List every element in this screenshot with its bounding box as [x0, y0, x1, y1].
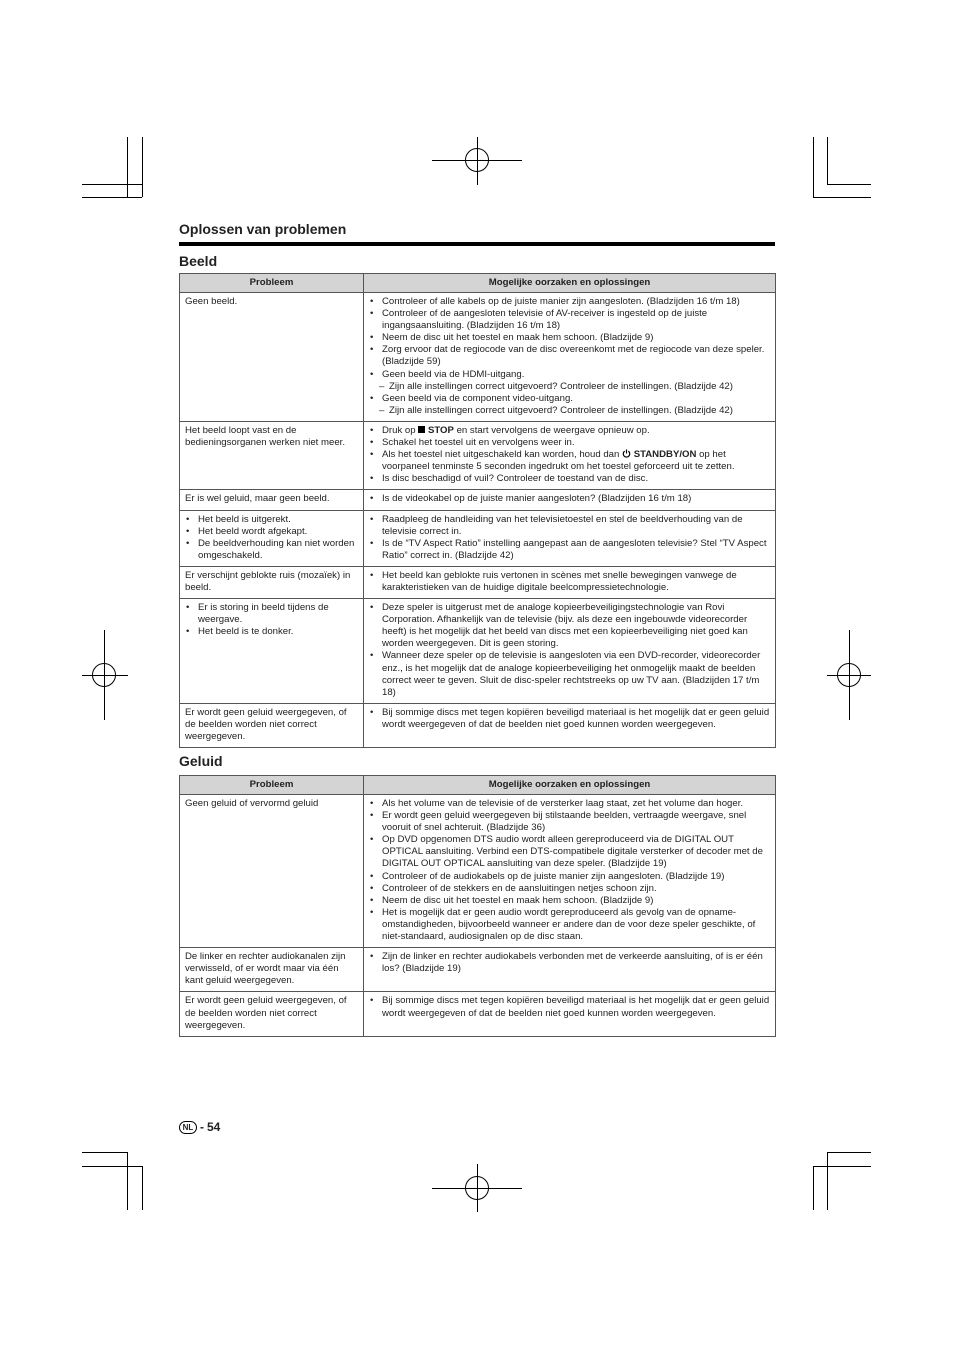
- problem-cell: [180, 599, 364, 704]
- list-item: • Schakel het toestel uit en vervolgens weer in.: [369, 437, 770, 449]
- list-item: • Is de “TV Aspect Ratio” instelling aangepast aan de aangesloten televisie? Stel “TV Aspect Ratio” correct in. (Bladzijde 42): [369, 538, 770, 562]
- page-separator: -: [200, 1120, 204, 1134]
- list-text: op het voorpaneel tenminste 5 seconden ingedrukt om het toestel geforceerd uit te zetten.: [382, 449, 735, 473]
- table-row: [180, 703, 776, 747]
- problem-cell: De linker en rechter audiokanalen zijn verwisseld, of er wordt maar via één kant geluid weergegeven.: [180, 948, 364, 992]
- list-item: • Het beeld is te donker.: [185, 626, 358, 638]
- table-row: [180, 599, 776, 704]
- table-row: [180, 293, 776, 422]
- table-row: [180, 490, 776, 510]
- list-item: • Geen beeld via de component video-uitgang.: [369, 393, 770, 405]
- stop-icon: [418, 426, 425, 433]
- table-row: [180, 510, 776, 566]
- list-item: • Controleer of de audiokabels op de juiste manier zijn aangesloten. (Bladzijde 19): [369, 871, 770, 883]
- list-item: • Raadpleeg de handleiding van het televisietoestel en stel de beeldverhouding van de televisie correct in.: [369, 514, 770, 538]
- heading-rule: [179, 242, 775, 246]
- table-header-row: [180, 776, 776, 795]
- solution-cell: [364, 510, 776, 566]
- list-item: • Bij sommige discs met tegen kopiëren beveiligd materiaal is het mogelijk dat er geen geluid wordt weergegeven of dat de beelden niet goed kunnen worden weergegeven.: [369, 995, 770, 1019]
- solution-cell: [364, 795, 776, 948]
- list-item: • Controleer of de stekkers en de aansluitingen netjes schoon zijn.: [369, 883, 770, 895]
- problem-cell: Geen geluid of vervormd geluid: [180, 795, 364, 948]
- solution-cell: [364, 490, 776, 510]
- column-header-solutions: Mogelijke oorzaken en oplossingen: [364, 274, 776, 293]
- solution-cell: [364, 566, 776, 598]
- table-header-row: [180, 274, 776, 293]
- section-title-geluid: Geluid: [179, 753, 223, 769]
- page-title: Oplossen van problemen: [179, 221, 347, 237]
- table-row: [180, 992, 776, 1036]
- table-row: [180, 566, 776, 598]
- list-item: [369, 449, 770, 473]
- solution-cell: [364, 599, 776, 704]
- table-row: [180, 948, 776, 992]
- list-item: • Controleer of de aangesloten televisie of AV-receiver is ingesteld op de juiste ingangsaansluiting. (Bladzijden 16 t/m 18): [369, 308, 770, 332]
- list-text: en start vervolgens de weergave opnieuw op.: [456, 424, 650, 436]
- column-header-solutions: Mogelijke oorzaken en oplossingen: [364, 776, 776, 795]
- geluid-table: [179, 775, 776, 1037]
- list-item: • Is disc beschadigd of vuil? Controleer de toestand van de disc.: [369, 473, 770, 485]
- list-item: • Het beeld wordt afgekapt.: [185, 526, 358, 538]
- problem-cell: Er wordt geen geluid weergegeven, of de beelden worden niet correct weergegeven.: [180, 992, 364, 1036]
- list-item: • De beeldverhouding kan niet worden omgeschakeld.: [185, 538, 358, 562]
- standby-label: STANDBY/ON: [633, 449, 697, 461]
- column-header-problem: Probleem: [180, 776, 364, 795]
- list-item: • Neem de disc uit het toestel en maak hem schoon. (Bladzijde 9): [369, 332, 770, 344]
- list-item: • Zorg ervoor dat de regiocode van de disc overeenkomt met de regiocode van deze speler. (Bladzijde 59): [369, 344, 770, 368]
- language-badge: NL: [179, 1121, 197, 1134]
- list-item: • Het beeld kan geblokte ruis vertonen in scènes met snelle bewegingen vanwege de karakteristieken van de huidige digitale beelcompressietechnologie.: [369, 570, 770, 594]
- list-item: • Er wordt geen geluid weergegeven bij stilstaande beelden, vertraagde weergave, snel vooruit of snel achteruit. (Bladzijde 36): [369, 810, 770, 834]
- power-icon: [622, 449, 631, 460]
- list-item: • Er is storing in beeld tijdens de weergave.: [185, 602, 358, 626]
- solution-cell: [364, 948, 776, 992]
- table-row: [180, 795, 776, 948]
- problem-cell: [180, 510, 364, 566]
- list-item: • Deze speler is uitgerust met de analoge kopieerbeveiligingstechnologie van Rovi Corporation. Afhankelijk van de televisie (bijv. als deze een ingebouwde videorecorder heeft) is het mogelijk dat het beeld van discs met een kopieerbeveiliging niet goed kan worden weergegeven. Dit is geen storing.: [369, 602, 770, 650]
- column-header-problem: Probleem: [180, 274, 364, 293]
- list-subitem: – Zijn alle instellingen correct uitgevoerd? Controleer de instellingen. (Bladzijde 42): [369, 405, 770, 417]
- list-subitem: – Zijn alle instellingen correct uitgevoerd? Controleer de instellingen. (Bladzijde 42): [369, 381, 770, 393]
- solution-cell: [364, 421, 776, 489]
- list-item: • Geen beeld via de HDMI-uitgang.: [369, 369, 770, 381]
- beeld-table: [179, 273, 776, 748]
- list-item: • Bij sommige discs met tegen kopiëren beveiligd materiaal is het mogelijk dat er geen geluid wordt weergegeven of dat de beelden niet goed kunnen worden weergegeven.: [369, 707, 770, 731]
- solution-cell: [364, 703, 776, 747]
- table-row: [180, 421, 776, 489]
- list-item: [369, 425, 770, 437]
- list-item: • Het is mogelijk dat er geen audio wordt gereproduceerd als gevolg van de opname-omstandigheden, bijvoorbeeld wanneer er andere dan de voor deze speler geschikte, of niet-standaard, audiosignalen op de disc staan.: [369, 907, 770, 943]
- list-item: • Is de videokabel op de juiste manier aangesloten? (Bladzijden 16 t/m 18): [369, 493, 770, 505]
- problem-cell: Er wordt geen geluid weergegeven, of de beelden worden niet correct weergegeven.: [180, 703, 364, 747]
- list-item: • Op DVD opgenomen DTS audio wordt alleen gereproduceerd via de DIGITAL OUT OPTICAL aansluiting. Verbind een DTS-compatibele digitale versterker of decoder met de DIGITAL OUT OPTICAL aansluiting van deze speler. (Bladzijde 19): [369, 834, 770, 870]
- list-item: • Controleer of alle kabels op de juiste manier zijn aangesloten. (Bladzijden 16 t/m 18): [369, 296, 770, 308]
- problem-cell: Er verschijnt geblokte ruis (mozaïek) in beeld.: [180, 566, 364, 598]
- solution-cell: [364, 992, 776, 1036]
- list-item: • Zijn de linker en rechter audiokabels verbonden met de verkeerde aansluiting, of is er één los? (Bladzijde 19): [369, 951, 770, 975]
- list-text: Druk op: [382, 424, 416, 436]
- list-text: Als het toestel niet uitgeschakeld kan worden, houd dan: [382, 449, 620, 461]
- problem-cell: Er is wel geluid, maar geen beeld.: [180, 490, 364, 510]
- list-item: • Als het volume van de televisie of de versterker laag staat, zet het volume dan hoger.: [369, 798, 770, 810]
- section-title-beeld: Beeld: [179, 253, 218, 269]
- problem-cell: Geen beeld.: [180, 293, 364, 422]
- stop-label: STOP: [427, 424, 454, 436]
- list-item: • Wanneer deze speler op de televisie is aangesloten via een DVD-recorder, videorecorder enz., is het mogelijk dat de analoge kopieerbeveiliging het onmogelijk maakt de beelden correct weer te geven. Sluit de disc-speler rechtstreeks op uw TV aan. (Bladzijden 17 t/m 18): [369, 650, 770, 698]
- list-item: • Neem de disc uit het toestel en maak hem schoon. (Bladzijde 9): [369, 895, 770, 907]
- solution-cell: [364, 293, 776, 422]
- list-item: • Het beeld is uitgerekt.: [185, 514, 358, 526]
- problem-cell: Het beeld loopt vast en de bedieningsorganen werken niet meer.: [180, 421, 364, 489]
- page-number: 54: [207, 1120, 221, 1134]
- page-footer: [179, 1120, 220, 1134]
